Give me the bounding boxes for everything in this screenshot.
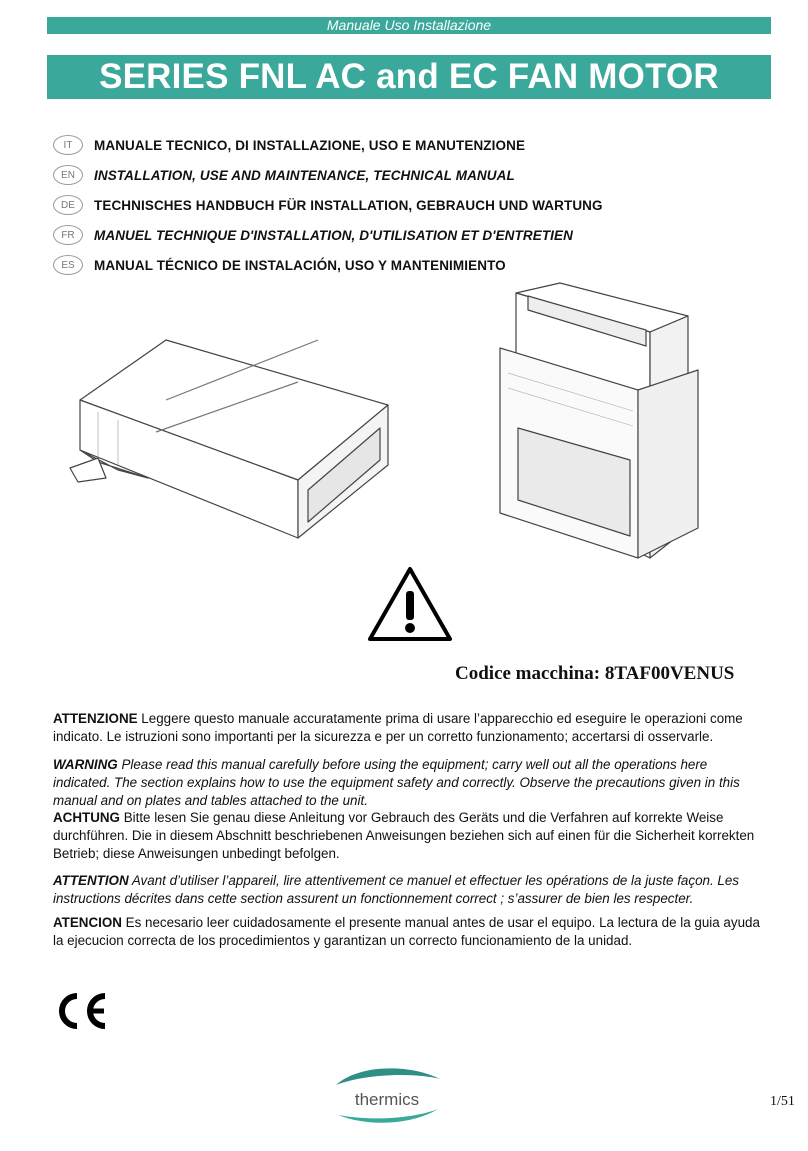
vertical-unit-illustration: [488, 278, 718, 563]
machine-code: Codice macchina: 8TAF00VENUS: [455, 663, 735, 684]
notice-label: WARNING: [53, 757, 118, 772]
page-number: 1/51: [770, 1094, 795, 1109]
page-title: SERIES FNL AC and EC FAN MOTOR: [47, 55, 771, 99]
language-badge-es: ES: [53, 255, 83, 275]
language-badge-fr: FR: [53, 225, 83, 245]
manual-title-text: INSTALLATION, USE AND MAINTENANCE, TECHNICAL MANUAL: [94, 167, 515, 183]
manual-title-es: [53, 250, 753, 280]
language-badge-de: DE: [53, 195, 83, 215]
notice-text: Leggere questo manuale accuratamente prima di usare l’apparecchio ed eseguire le operazioni come indicato. Le istruzioni sono importanti per la sicurezza e per un corretto funzionamento; accertarsi di osservarle.: [53, 711, 743, 744]
notice-text: Es necesario leer cuidadosamente el presente manual antes de usar el equipo. La lectura de la guia ayuda la ejecucion correcta de los procedimientos y garantizan un correcto funcionamiento de la unidad.: [53, 915, 760, 948]
logo-wordmark: thermics: [354, 1090, 420, 1109]
manual-title-list: [53, 130, 753, 280]
notice-es: [53, 914, 765, 950]
notice-en: [53, 756, 765, 810]
manual-title-de: [53, 190, 753, 220]
notice-label: ATENCION: [53, 915, 122, 930]
manual-title-text: TECHNISCHES HANDBUCH FÜR INSTALLATION, GEBRAUCH UND WARTUNG: [94, 197, 603, 213]
notice-fr: [53, 872, 765, 908]
notice-text: Bitte lesen Sie genau diese Anleitung vor Gebrauch des Geräts und die Verfahren auf korrekte Weise durchführen. Die in diesem Abschnitt beschriebenen Anweisungen beziehen sich auf einen für die Sicherheit korrekten Betrieb; diese Anweisungen unbedingt befolgen.: [53, 810, 755, 861]
header-subtitle-bar: Manuale Uso Installazione: [47, 17, 771, 34]
language-badge-it: IT: [53, 135, 83, 155]
manual-title-en: [53, 160, 753, 190]
thermics-logo: [328, 1063, 446, 1127]
notice-label: ATTENZIONE: [53, 711, 138, 726]
manual-title-it: [53, 130, 753, 160]
manual-title-text: MANUEL TECHNIQUE D'INSTALLATION, D'UTILISATION ET D'ENTRETIEN: [94, 227, 573, 243]
horizontal-unit-illustration: [58, 300, 418, 550]
notice-de: [53, 809, 765, 863]
notice-label: ACHTUNG: [53, 810, 120, 825]
notice-text: Avant d’utiliser l’appareil, lire attentivement ce manuel et effectuer les opérations de la juste façon. Les instructions décrites dans cette section assurent un fonctionnement correct ; s’assurer de bien les respecter.: [53, 873, 739, 906]
notice-label: ATTENTION: [53, 873, 129, 888]
manual-title-fr: [53, 220, 753, 250]
notice-text: Please read this manual carefully before using the equipment; carry well out all the operations here indicated. The section explains how to use the equipment safety and correctly. Observe the precautions given in this manual and on plates and tables attached to the unit.: [53, 757, 740, 808]
ce-mark-icon: [53, 990, 111, 1032]
language-badge-en: EN: [53, 165, 83, 185]
notice-it: [53, 710, 765, 746]
manual-title-text: MANUALE TECNICO, DI INSTALLAZIONE, USO E MANUTENZIONE: [94, 137, 526, 153]
warning-triangle-icon: [367, 565, 453, 643]
manual-title-text: MANUAL TÉCNICO DE INSTALACIÓN, USO Y MANTENIMIENTO: [94, 257, 506, 273]
